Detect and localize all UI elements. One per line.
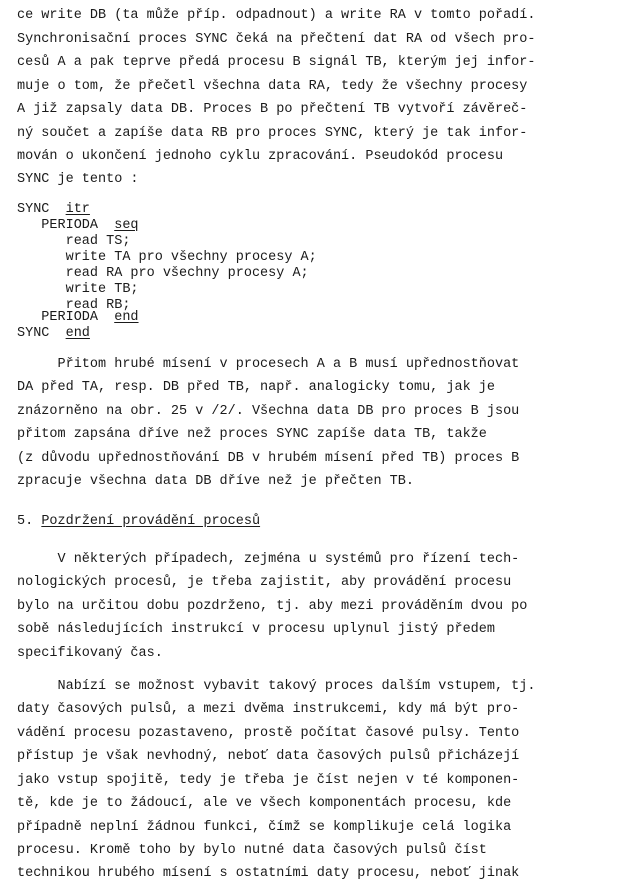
paragraph-4-line-4: přístup je však nevhodný, neboť data časových pulsů přicházejí (17, 749, 520, 764)
paragraph-1-line-3: cesů A a pak teprve předá procesu B signál TB, kterým jej infor- (17, 55, 536, 70)
code-line-8 (17, 310, 139, 326)
paragraph-4-line-6: tě, kde je to žádoucí, ale ve všech komponentách procesu, kde (17, 796, 512, 811)
paragraph-1-line-7: mován o ukončení jednoho cyklu zpracování. Pseudokód procesu (17, 149, 504, 164)
code-line-9 (17, 326, 90, 342)
paragraph-4-line-1: Nabízí se možnost vybavit takový proces dalším vstupem, tj. (17, 679, 536, 694)
paragraph-1-line-1: ce write DB (ta může příp. odpadnout) a write RA v tomto pořadí. (17, 8, 536, 23)
paragraph-2-line-3: znázorněno na obr. 25 v /2/. Všechna data DB pro proces B jsou (17, 404, 520, 419)
paragraph-1-line-6: ný součet a zapíše data RB pro proces SYNC, který je tak infor- (17, 126, 528, 141)
code-line-1 (17, 202, 90, 218)
paragraph-2-line-4: přitom zapsána dříve než proces SYNC zapíše data TB, takže (17, 427, 487, 442)
code-line-6: write TB; (17, 282, 139, 297)
code-line-3: read TS; (17, 234, 131, 249)
paragraph-3-line-5: specifikovaný čas. (17, 646, 163, 661)
code-keyword-end: end (114, 310, 139, 325)
paragraph-1-line-5: A již zapsaly data DB. Proces B po přečtení TB vytvoří závěreč- (17, 102, 528, 117)
code-prefix: PERIODA (17, 310, 115, 325)
paragraph-3-line-3: bylo na určitou dobu pozdrženo, tj. aby mezi prováděním dvou po (17, 599, 528, 614)
paragraph-3-line-2: nologických procesů, je třeba zajistit, aby provádění procesu (17, 575, 512, 590)
code-prefix: SYNC (17, 202, 66, 217)
paragraph-1-line-2: Synchronisační proces SYNC čeká na přečtení dat RA od všech pro- (17, 32, 536, 47)
code-keyword-end: end (65, 326, 90, 341)
paragraph-4-line-7: případně neplní žádnou funkci, čímž se komplikuje celá logika (17, 820, 512, 835)
code-keyword-seq: seq (114, 218, 139, 233)
code-prefix: PERIODA (17, 218, 115, 233)
code-keyword-itr: itr (65, 202, 90, 217)
code-prefix: SYNC (17, 326, 66, 341)
section-title: Pozdržení provádění procesů (41, 514, 261, 529)
paragraph-4-line-2: daty časových pulsů, a mezi dvěma instrukcemi, kdy má být pro- (17, 702, 520, 717)
code-line-5: read RA pro všechny procesy A; (17, 266, 309, 281)
paragraph-4-line-5: jako vstup spojitě, tedy je třeba je číst nejen v té komponen- (17, 773, 520, 788)
code-line-7: read RB; (17, 298, 131, 313)
paragraph-4-line-9: technikou hrubého mísení s ostatními daty procesu, neboť jinak (17, 866, 520, 881)
paragraph-2-line-2: DA před TA, resp. DB před TB, např. analogicky tomu, jak je (17, 380, 495, 395)
paragraph-2-line-6: zpracuje všechna data DB dříve než je přečten TB. (17, 474, 414, 489)
section-number: 5. (17, 514, 42, 529)
paragraph-3-line-1: V některých případech, zejména u systémů pro řízení tech- (17, 552, 520, 567)
paragraph-1-line-4: muje o tom, že přečetl všechna data RA, tedy že všechny procesy (17, 79, 528, 94)
paragraph-4-line-3: vádění procesu pozastaveno, prostě počítat časové pulsy. Tento (17, 726, 520, 741)
paragraph-3-line-4: sobě následujících instrukcí v procesu uplynul jistý předem (17, 622, 495, 637)
paragraph-2-line-1: Přitom hrubé mísení v procesech A a B musí upřednostňovat (17, 357, 520, 372)
code-line-4: write TA pro všechny procesy A; (17, 250, 317, 265)
paragraph-2-line-5: (z důvodu upřednostňování DB v hrubém mísení před TB) proces B (17, 451, 520, 466)
paragraph-4-line-8: procesu. Kromě toho by bylo nutné data časových pulsů číst (17, 843, 487, 858)
paragraph-1-line-8: SYNC je tento : (17, 172, 139, 187)
section-heading (17, 514, 260, 530)
code-line-2 (17, 218, 139, 234)
